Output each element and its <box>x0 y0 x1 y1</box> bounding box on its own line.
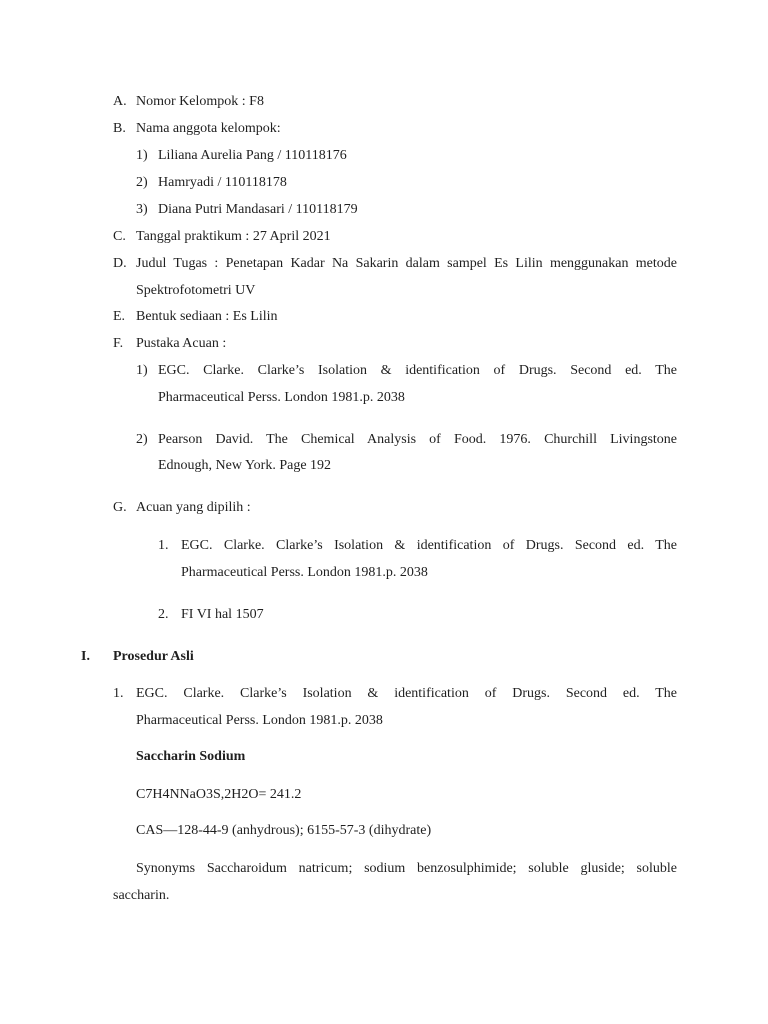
acuan-2-marker: 2. <box>158 607 169 622</box>
monograph-synonyms-line2: saccharin. <box>113 888 170 903</box>
prosedur-1-line1: EGC. Clarke. Clarke’s Isolation & identification of Drugs. Second ed. The <box>136 686 677 701</box>
member-2-text: Hamryadi / 110118178 <box>158 175 287 190</box>
item-f-marker: F. <box>113 336 124 351</box>
item-b-text: Nama anggota kelompok: <box>136 121 281 136</box>
pustaka-1-marker: 1) <box>136 363 148 378</box>
pustaka-2-marker: 2) <box>136 432 148 447</box>
section-marker: I. <box>81 649 90 664</box>
item-d-text: Judul Tugas : Penetapan Kadar Na Sakarin dalam sampel Es Lilin menggunakan metode <box>136 256 677 271</box>
item-g-marker: G. <box>113 500 127 515</box>
acuan-1-line1: EGC. Clarke. Clarke’s Isolation & identification of Drugs. Second ed. The <box>181 538 677 553</box>
item-d-text-cont: Spektrofotometri UV <box>136 283 256 298</box>
item-g-text: Acuan yang dipilih : <box>136 500 251 515</box>
section-title: Prosedur Asli <box>113 649 194 664</box>
member-3-text: Diana Putri Mandasari / 110118179 <box>158 202 358 217</box>
member-1-text: Liliana Aurelia Pang / 110118176 <box>158 148 347 163</box>
member-2-marker: 2) <box>136 175 148 190</box>
pustaka-1-line1: EGC. Clarke. Clarke’s Isolation & identification of Drugs. Second ed. The <box>158 363 677 378</box>
item-c-marker: C. <box>113 229 126 244</box>
prosedur-1-marker: 1. <box>113 686 124 701</box>
pustaka-2-line2: Ednough, New York. Page 192 <box>158 458 332 473</box>
item-e-text: Bentuk sediaan : Es Lilin <box>136 309 278 324</box>
item-a-text: Nomor Kelompok : F8 <box>136 94 264 109</box>
monograph-title: Saccharin Sodium <box>136 749 246 764</box>
member-3-marker: 3) <box>136 202 148 217</box>
monograph-cas: CAS—128-44-9 (anhydrous); 6155-57-3 (dihydrate) <box>136 823 432 838</box>
acuan-2-line1: FI VI hal 1507 <box>181 607 264 622</box>
item-f-text: Pustaka Acuan : <box>136 336 227 351</box>
item-d-marker: D. <box>113 256 127 271</box>
acuan-1-line2: Pharmaceutical Perss. London 1981.p. 2038 <box>181 565 428 580</box>
acuan-1-marker: 1. <box>158 538 169 553</box>
prosedur-1-line2: Pharmaceutical Perss. London 1981.p. 2038 <box>136 713 383 728</box>
monograph-formula: C7H4NNaO3S,2H2O= 241.2 <box>136 787 302 802</box>
pustaka-1-line2: Pharmaceutical Perss. London 1981.p. 2038 <box>158 390 405 405</box>
item-a-marker: A. <box>113 94 127 109</box>
item-e-marker: E. <box>113 309 126 324</box>
item-c-text: Tanggal praktikum : 27 April 2021 <box>136 229 331 244</box>
item-b-marker: B. <box>113 121 126 136</box>
member-1-marker: 1) <box>136 148 148 163</box>
monograph-synonyms-line1: Synonyms Saccharoidum natricum; sodium benzosulphimide; soluble gluside; soluble <box>136 861 677 876</box>
pustaka-2-line1: Pearson David. The Chemical Analysis of Food. 1976. Churchill Livingstone <box>158 432 677 447</box>
